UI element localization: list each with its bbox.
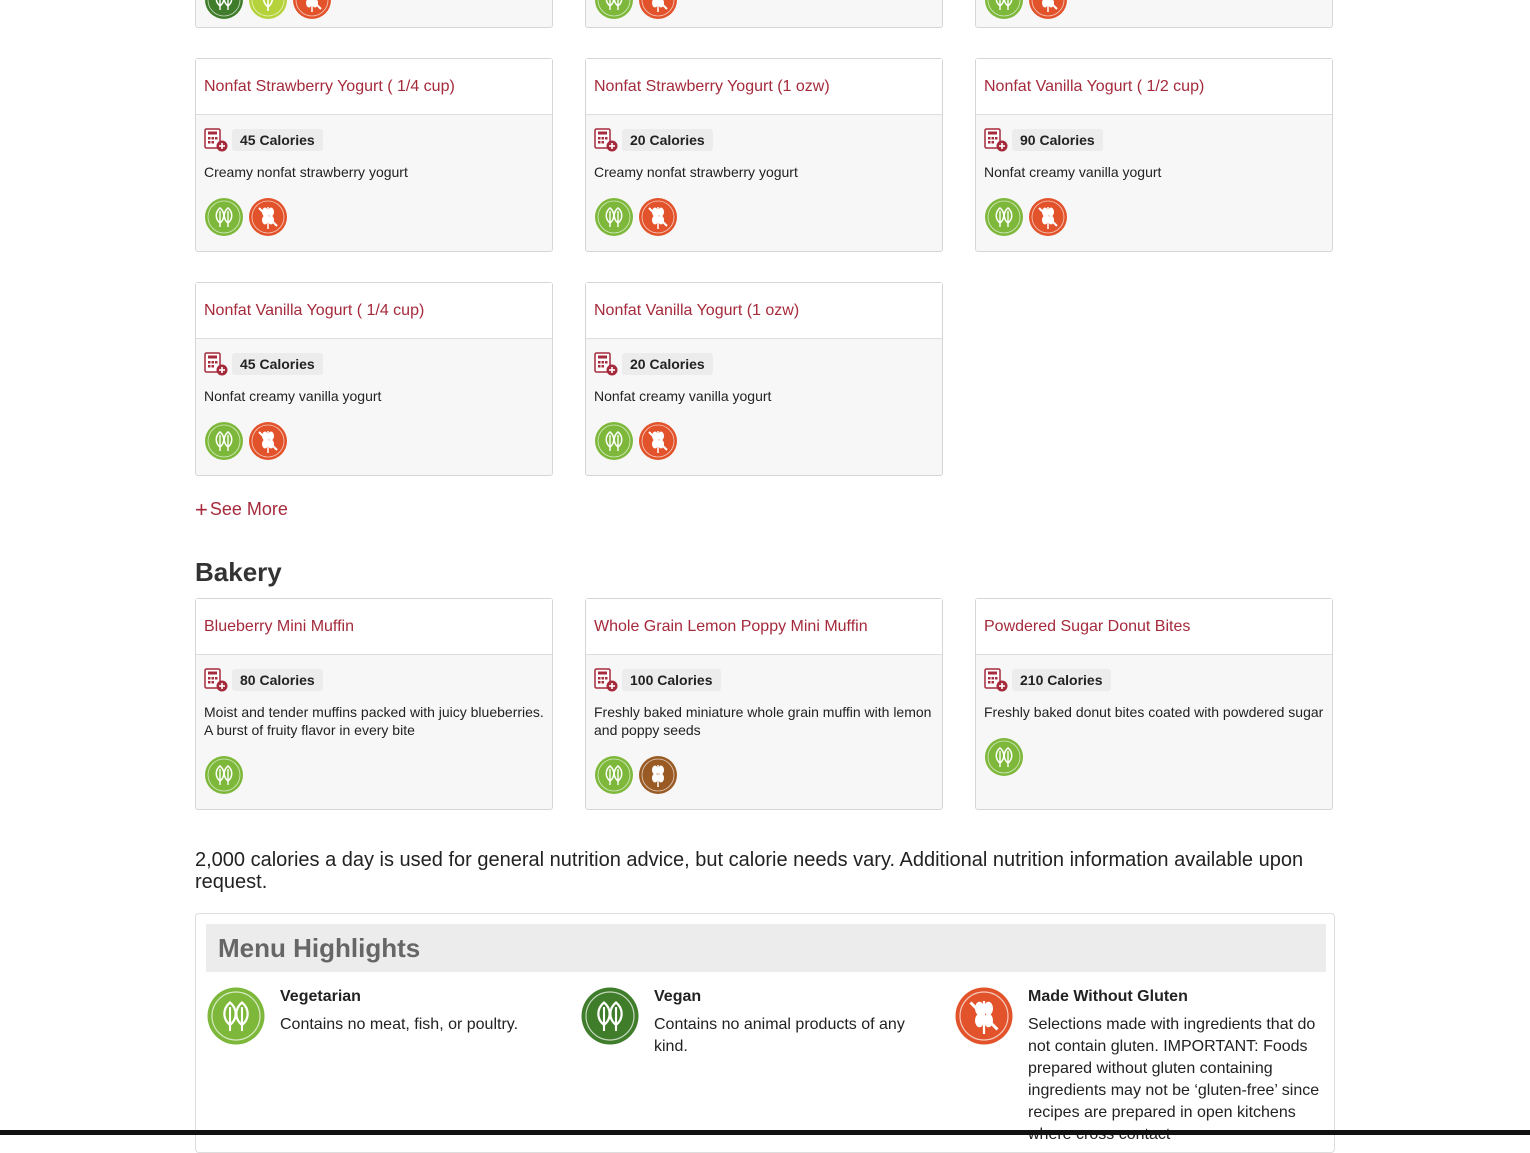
gluten-icon[interactable] [248,197,288,237]
menu-item-description: Freshly baked miniature whole grain muffin with lemon and poppy seeds [594,704,932,738]
menu-item-card [585,58,943,252]
menu-item-card-partial [975,0,1333,28]
menu-item-card [195,282,553,476]
vegetarian-icon[interactable] [984,197,1024,237]
highlight-name: Vegetarian [280,988,361,1005]
vegetarian-icon[interactable] [594,197,634,237]
vegetarian-icon[interactable] [984,0,1024,20]
card-header [196,283,552,339]
menu-item-card [975,598,1333,810]
badge-row [204,421,544,461]
menu-item-title[interactable]: Nonfat Strawberry Yogurt ( 1/4 cup) [204,77,455,95]
menu-item-description: Nonfat creamy vanilla yogurt [594,388,772,404]
badge-row [984,197,1324,237]
badge-row [594,0,678,20]
calories-label: 20 Calories [622,353,713,375]
highlight-description: Contains no meat, fish, or poultry. [280,1016,519,1033]
badge-row [984,0,1068,20]
card-header [586,599,942,655]
badge-row [594,755,934,795]
menu-item-title[interactable]: Blueberry Mini Muffin [204,617,354,635]
nutrition-calculator-icon[interactable] [204,668,228,692]
card-header [196,599,552,655]
calories-label: 45 Calories [232,129,323,151]
menu-item-card [585,598,943,810]
menu-highlights-title: Menu Highlights [206,924,1326,972]
calories-label: 20 Calories [622,129,713,151]
card-header [586,59,942,115]
highlight-item-made-without-gluten [954,986,1330,1146]
menu-item-title[interactable]: Nonfat Vanilla Yogurt (1 ozw) [594,301,800,319]
vegetarian-icon[interactable] [984,737,1024,777]
menu-item-card [195,598,553,810]
badge-row [204,755,544,795]
nutrition-calculator-icon[interactable] [594,128,618,152]
gluten-icon[interactable] [638,0,678,20]
menu-item-description: Creamy nonfat strawberry yogurt [594,164,798,180]
gluten-icon [954,986,1014,1046]
card-header [976,59,1332,115]
menu-item-description: Nonfat creamy vanilla yogurt [204,388,382,404]
menu-item-title[interactable]: Whole Grain Lemon Poppy Mini Muffin [594,617,868,635]
plant-forward-icon[interactable] [248,0,288,20]
highlight-item-vegetarian [206,986,566,1046]
calories-label: 80 Calories [232,669,323,691]
card-header [976,599,1332,655]
menu-item-card-partial [585,0,943,28]
gluten-icon[interactable] [248,421,288,461]
menu-item-description: Creamy nonfat strawberry yogurt [204,164,408,180]
calories-label: 210 Calories [1012,669,1111,691]
vegetarian-icon[interactable] [594,421,634,461]
menu-item-title[interactable]: Nonfat Strawberry Yogurt (1 ozw) [594,77,830,95]
badge-row [594,197,934,237]
nutrition-calculator-icon[interactable] [984,128,1008,152]
gluten-icon[interactable] [638,197,678,237]
vegetarian-icon[interactable] [204,197,244,237]
vegetarian-icon[interactable] [594,0,634,20]
menu-item-description: Moist and tender muffins packed with juicy blueberries. A burst of fruity flavor in every bite [204,704,544,738]
vegetarian-icon[interactable] [204,421,244,461]
menu-highlights-panel [195,913,1335,1153]
badge-row [984,737,1324,777]
highlight-name: Vegan [654,988,702,1005]
menu-item-title[interactable]: Nonfat Vanilla Yogurt ( 1/2 cup) [984,77,1205,95]
menu-item-card [195,58,553,252]
gluten-icon[interactable] [1028,197,1068,237]
badge-row [204,0,332,20]
highlight-description: Selections made with ingredients that do not contain gluten. IMPORTANT: Foods prepared without gluten containing ingredients may not be ‘gluten-free’ since recipes are prepared in open kitchens [1028,1016,1320,1121]
plus-icon: + [195,496,208,522]
calories-label: 90 Calories [1012,129,1103,151]
menu-item-card [585,282,943,476]
section-title-bakery: Bakery [195,557,282,587]
badge-row [204,197,544,237]
menu-item-description: Nonfat creamy vanilla yogurt [984,164,1162,180]
vegetarian-icon [206,986,266,1046]
menu-item-description: Freshly baked donut bites coated with powdered sugar [984,704,1324,720]
vegan-icon [580,986,640,1046]
see-more-button[interactable] [195,496,288,522]
vegetarian-icon[interactable] [594,755,634,795]
gluten-icon[interactable] [292,0,332,20]
calories-label: 45 Calories [232,353,323,375]
nutrition-calculator-icon[interactable] [204,352,228,376]
highlight-description: Contains no animal products of any kind. [654,1016,905,1055]
vegetarian-icon[interactable] [204,755,244,795]
badge-row [594,421,934,461]
gluten-icon[interactable] [1028,0,1068,20]
card-header [586,283,942,339]
calories-label: 100 Calories [622,669,721,691]
bottom-edge-bar [0,1130,1530,1135]
menu-item-title[interactable]: Powdered Sugar Donut Bites [984,617,1191,635]
gluten-icon[interactable] [638,421,678,461]
menu-item-card-partial [195,0,553,28]
calorie-disclaimer: 2,000 calories a day is used for general nutrition advice, but calorie needs vary. Additional nutrition information available upon request. [195,849,1304,893]
highlight-name: Made Without Gluten [1028,988,1188,1005]
menu-item-title[interactable]: Nonfat Vanilla Yogurt ( 1/4 cup) [204,301,425,319]
menu-item-card [975,58,1333,252]
vegan-icon[interactable] [204,0,244,20]
nutrition-calculator-icon[interactable] [594,352,618,376]
highlight-item-vegan [580,986,940,1058]
see-more-label: See More [209,499,288,519]
nutrition-calculator-icon[interactable] [594,668,618,692]
whole-grain-icon[interactable] [638,755,678,795]
card-header [196,59,552,115]
nutrition-calculator-icon[interactable] [204,128,228,152]
nutrition-calculator-icon[interactable] [984,668,1008,692]
